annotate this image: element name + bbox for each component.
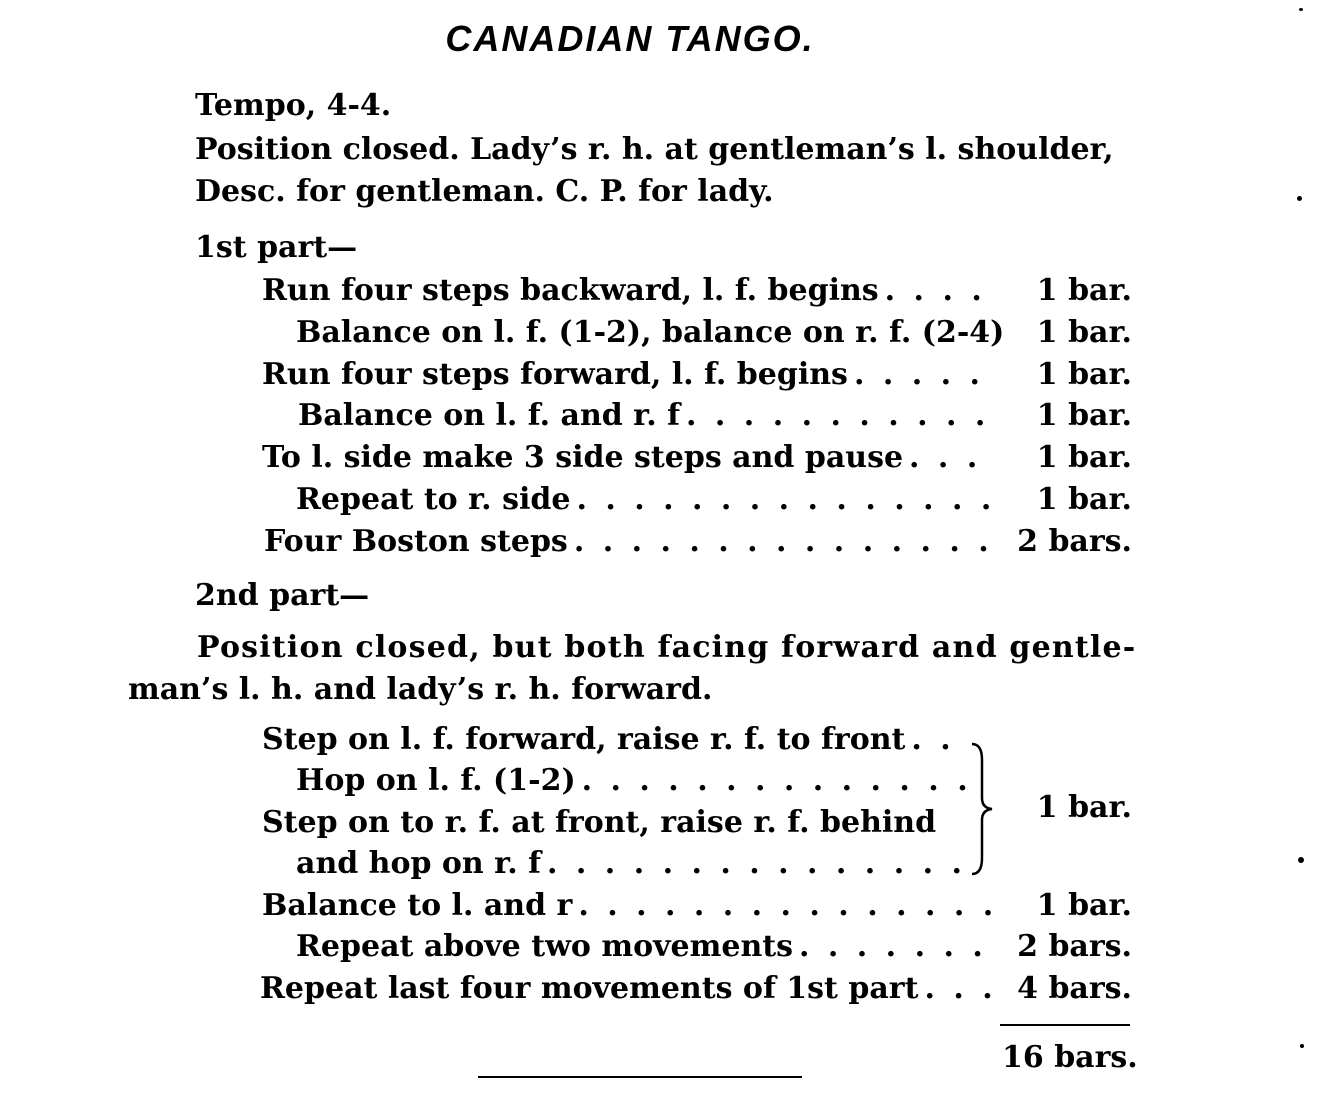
step-label: Balance on l. f. (1-2), balance on r. f. (2-4): [296, 315, 1005, 350]
braced-bars: 1 bar.: [1036, 790, 1132, 825]
step-row: [296, 315, 1004, 350]
braced-line: [296, 763, 974, 798]
scan-speck: [1297, 196, 1302, 201]
step-bars: 1 bar.: [1036, 357, 1132, 392]
step-bars: 1 bar.: [1036, 398, 1132, 433]
step-label: Run four steps backward, l. f. begins: [262, 273, 879, 308]
leader-dots: [582, 763, 968, 798]
braced-label: Hop on l. f. (1-2): [296, 763, 576, 798]
leader-dots: [578, 888, 994, 923]
scan-speck: [1299, 8, 1303, 11]
leader-dots: [686, 398, 994, 433]
leader-dots: [799, 929, 994, 964]
leader-dots: [576, 482, 994, 517]
step-row: [262, 273, 1000, 308]
braced-label: and hop on r. f: [296, 846, 542, 881]
step-label: Repeat last four movements of 1st part: [260, 971, 919, 1006]
step-label: Balance to l. and r: [262, 888, 573, 923]
tempo-line: Tempo, 4-4.: [195, 88, 392, 123]
step-label: Run four steps forward, l. f. begins: [262, 357, 848, 392]
step-bars: 2 bars.: [1017, 929, 1132, 964]
step-bars: 1 bar.: [1036, 273, 1132, 308]
step-row: [262, 888, 1000, 923]
leader-dots: [547, 846, 968, 881]
part1-heading: 1st part—: [195, 230, 358, 265]
part2-intro-line-2: man’s l. h. and lady’s r. h. forward.: [128, 672, 713, 707]
step-bars: 1 bar.: [1036, 482, 1132, 517]
total-bars: 16 bars.: [1002, 1040, 1138, 1075]
position-line-2: Desc. for gentleman. C. P. for lady.: [195, 174, 774, 209]
step-label: Balance on l. f. and r. f: [298, 398, 681, 433]
sum-rule: [1000, 1024, 1130, 1026]
step-row: [264, 524, 1000, 559]
step-row: [262, 357, 1000, 392]
position-line-1: Position closed. Lady’s r. h. at gentleman’s l. shoulder,: [195, 132, 1114, 167]
part2-intro-line-1: Position closed, but both facing forward and gentle-: [197, 630, 1137, 665]
scan-speck: [1300, 1044, 1304, 1048]
braced-label: Step on l. f. forward, raise r. f. to front: [262, 722, 906, 757]
step-row: [296, 929, 1000, 964]
braced-label: Step on to r. f. at front, raise r. f. behind: [262, 805, 937, 840]
section-divider: [478, 1076, 802, 1078]
step-row: [260, 971, 1000, 1006]
step-row: [298, 398, 1000, 433]
page-title: CANADIAN TANGO.: [445, 18, 815, 59]
curly-brace: [968, 740, 998, 878]
step-row: [262, 440, 1000, 475]
braced-line: [262, 805, 974, 840]
leader-dots: [885, 273, 994, 308]
braced-line: [262, 722, 974, 757]
step-bars: 1 bar.: [1036, 888, 1132, 923]
step-label: Repeat to r. side: [296, 482, 571, 517]
leader-dots: [909, 440, 994, 475]
braced-line: [296, 846, 974, 881]
leader-dots: [574, 524, 994, 559]
step-row: [296, 482, 1000, 517]
step-label: Repeat above two movements: [296, 929, 794, 964]
step-bars: 1 bar.: [1036, 440, 1132, 475]
part2-heading: 2nd part—: [195, 578, 370, 613]
leader-dots: [854, 357, 994, 392]
step-bars: 2 bars.: [1017, 524, 1132, 559]
step-bars: 1 bar.: [1036, 315, 1132, 350]
leader-dots: [911, 722, 968, 757]
step-label: To l. side make 3 side steps and pause: [262, 440, 904, 475]
step-label: Four Boston steps: [264, 524, 568, 559]
leader-dots: [924, 971, 994, 1006]
step-bars: 4 bars.: [1017, 971, 1132, 1006]
scan-speck: [1298, 857, 1304, 863]
